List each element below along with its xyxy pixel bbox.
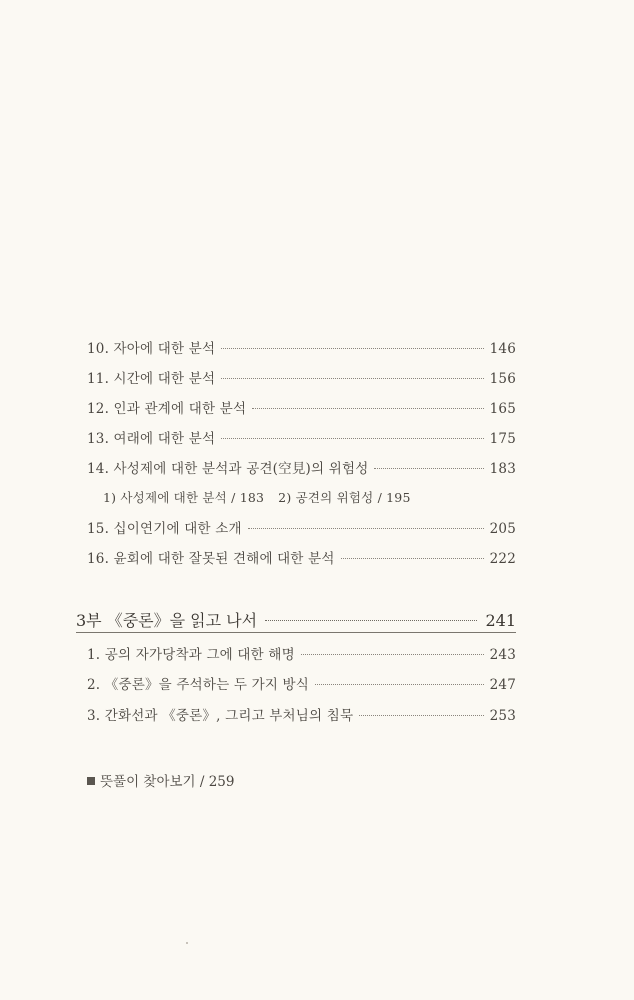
part-divider — [76, 632, 516, 633]
dot-leader — [252, 408, 483, 409]
toc-entry-label: 16. 윤회에 대한 잘못된 견해에 대한 분석 — [87, 551, 335, 567]
toc-entry-label: 11. 시간에 대한 분석 — [87, 371, 216, 387]
toc-entry-page: 253 — [489, 708, 516, 724]
toc-entry-page: 146 — [489, 341, 516, 357]
dot-leader — [248, 528, 484, 529]
toc-entry-label: 14. 사성제에 대한 분석과 공견(空見)의 위험성 — [87, 461, 369, 477]
toc-entry-page: 156 — [489, 371, 516, 387]
toc-appendix — [87, 770, 234, 790]
toc-part3-item-3 — [87, 704, 516, 724]
toc-entry-label: 15. 십이연기에 대한 소개 — [87, 521, 242, 537]
dot-leader — [301, 654, 484, 655]
dot-leader — [374, 468, 483, 469]
toc-entry-label: 3. 간화선과 《중론》, 그리고 부처님의 침묵 — [87, 708, 354, 724]
toc-part3-item-1 — [87, 643, 516, 663]
toc-entry-14 — [87, 457, 516, 477]
dot-leader — [341, 558, 484, 559]
toc-entry-12 — [87, 397, 516, 417]
appendix-label: 뜻풀이 찾아보기 / 259 — [100, 774, 235, 790]
part-page: 241 — [485, 611, 516, 630]
dot-leader — [221, 438, 483, 439]
toc-part-3-heading — [76, 608, 516, 631]
toc-entry-page: 247 — [489, 677, 516, 693]
toc-part3-item-2 — [87, 673, 516, 693]
toc-entry-page: 222 — [489, 551, 516, 567]
toc-subentries — [103, 488, 411, 506]
toc-entry-10 — [87, 337, 516, 357]
toc-entry-11 — [87, 367, 516, 387]
toc-entry-page: 183 — [489, 461, 516, 477]
toc-entry-label: 1. 공의 자가당착과 그에 대한 해명 — [87, 647, 295, 663]
dot-leader — [221, 348, 483, 349]
toc-entry-page: 165 — [489, 401, 516, 417]
toc-entry-label: 13. 여래에 대한 분석 — [87, 431, 216, 447]
toc-entry-label: 2. 《중론》을 주석하는 두 가지 방식 — [87, 677, 310, 693]
toc-entry-page: 243 — [489, 647, 516, 663]
toc-entry-15 — [87, 517, 516, 537]
dot-leader — [265, 620, 477, 621]
toc-entry-label: 10. 자아에 대한 분석 — [87, 341, 216, 357]
toc-subentry: 1) 사성제에 대한 분석 / 183 — [103, 490, 265, 505]
toc-entry-page: 205 — [489, 521, 516, 537]
toc-entry-16 — [87, 547, 516, 567]
part-title: 3부 《중론》을 읽고 나서 — [76, 611, 258, 630]
toc-entry-page: 175 — [489, 431, 516, 447]
toc-entry-13 — [87, 427, 516, 447]
dot-leader — [359, 715, 483, 716]
square-bullet-icon — [87, 777, 95, 785]
toc-subentry: 2) 공견의 위험성 / 195 — [278, 490, 411, 505]
paper-speck — [186, 942, 188, 944]
toc-entry-label: 12. 인과 관계에 대한 분석 — [87, 401, 247, 417]
dot-leader — [221, 378, 483, 379]
dot-leader — [315, 684, 484, 685]
